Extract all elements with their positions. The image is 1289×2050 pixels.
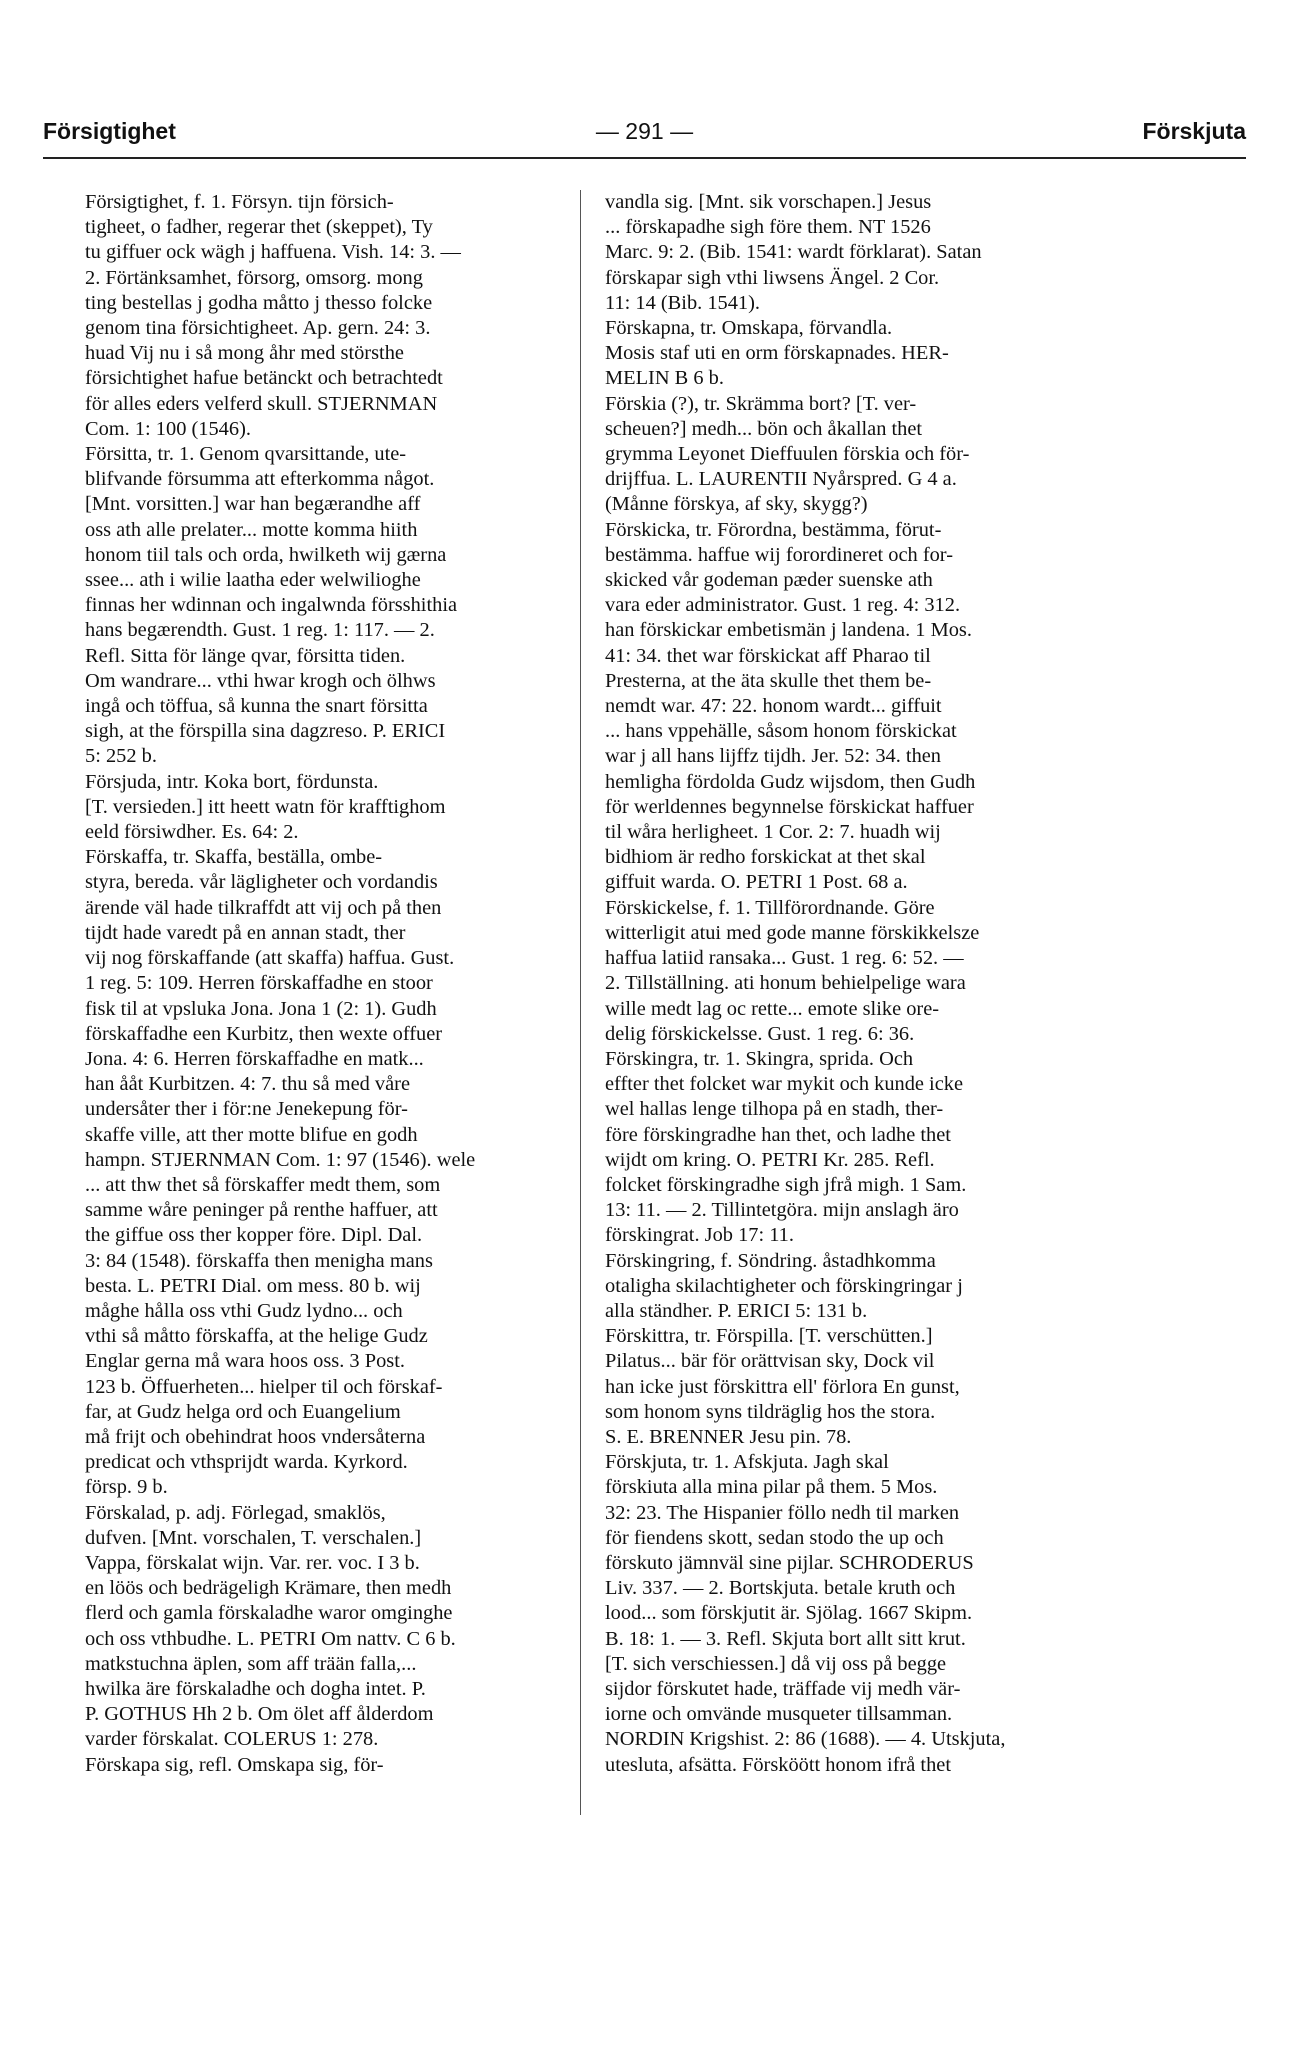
text-line: förskiuta alla mina pilar på them. 5 Mos.: [605, 1476, 938, 1499]
text-line: styra, bereda. vår lägligheter och vordandis: [85, 871, 438, 894]
text-line: han förskickar embetismän j landena. 1 Mos.: [605, 619, 972, 642]
text-line: försichtighet hafue betänckt och betrachtedt: [85, 367, 443, 390]
text-line: ingå och töffua, så kunna the snart försitta: [85, 695, 428, 718]
text-line: skaffe ville, att ther motte blifue en godh: [85, 1123, 418, 1146]
text-line: bestämma. haffue wij forordineret och for-: [605, 543, 953, 566]
text-line: Om wandrare... vthi hwar krogh och ölhws: [85, 669, 436, 692]
text-line: för fiendens skott, sedan stodo the up och: [605, 1526, 944, 1549]
text-line: finnas her wdinnan och ingalwnda försshithia: [85, 594, 458, 617]
text-line: honom tiil tals och orda, hwilketh wij gærna: [85, 543, 447, 566]
text-line: Försitta, tr. 1. Genom qvarsittande, ute-: [85, 443, 407, 466]
text-line: varder förskalat. COLERUS 1: 278.: [85, 1728, 379, 1751]
text-line: Förskickelse, f. 1. Tillförordnande. Göre: [605, 896, 935, 919]
text-line: förskaffadhe een Kurbitz, then wexte offuer: [85, 1022, 443, 1045]
text-line: tigheet, o fadher, regerar thet (skeppet), Ty: [85, 216, 433, 239]
text-line: hampn. STJERNMAN Com. 1: 97 (1546). wele: [85, 1148, 476, 1171]
text-line: Förskicka, tr. Förordna, bestämma, förut-: [605, 518, 942, 541]
text-line: eeld försiwdher. Es. 64: 2.: [85, 821, 299, 844]
text-line: sigh, at the förspilla sina dagzreso. P. ERICI: [85, 720, 446, 743]
text-line: Englar gerna må wara hoos oss. 3 Post.: [85, 1350, 405, 1373]
text-line: tijdt hade varedt på en annan stadt, ther: [85, 921, 406, 944]
text-line: drijffua. L. LAURENTII Nyårspred. G 4 a.: [605, 468, 957, 491]
text-line: blifvande försumma att efterkomma något.: [85, 468, 435, 491]
text-line: flerd och gamla förskaladhe waror omginghe: [85, 1602, 453, 1625]
text-line: wijdt om kring. O. PETRI Kr. 285. Refl.: [605, 1148, 935, 1171]
text-line: förskapar sigh vthi liwsens Ängel. 2 Cor.: [605, 266, 940, 289]
text-line: han ååt Kurbitzen. 4: 7. thu så med våre: [85, 1073, 411, 1096]
text-line: ssee... ath i wilie laatha eder welwilioghe: [85, 569, 421, 592]
text-line: samme wåre peninger på renthe haffuer, att: [85, 1199, 438, 1222]
text-line: 13: 11. — 2. Tillintetgöra. mijn anslagh äro: [605, 1199, 959, 1222]
text-line: Förskjuta, tr. 1. Afskjuta. Jagh skal: [605, 1451, 889, 1474]
text-line: giffuit warda. O. PETRI 1 Post. 68 a.: [605, 871, 908, 894]
text-line: för alles eders velferd skull. STJERNMAN: [85, 392, 438, 415]
text-line: ... att thw thet så förskaffer medt them, som: [85, 1173, 441, 1196]
text-line: til wåra herligheet. 1 Cor. 2: 7. huadh wij: [605, 821, 941, 844]
text-line: Förskapa sig, refl. Omskapa sig, för-: [85, 1753, 384, 1776]
text-line: wille medt lag oc rette... emote slike ore-: [605, 997, 940, 1020]
text-line: 11: 14 (Bib. 1541).: [605, 291, 761, 314]
text-line: far, at Gudz helga ord och Euangelium: [85, 1400, 401, 1423]
text-line: 2. Förtänksamhet, försorg, omsorg. mong: [85, 266, 423, 289]
text-line: ärende väl hade tilkraffdt att vij och på then: [85, 896, 442, 919]
text-line: vandla sig. [Mnt. sik vorschapen.] Jesus: [605, 191, 932, 213]
text-line: haffua latiid ransaka... Gust. 1 reg. 6: 52. —: [605, 947, 964, 970]
text-line: förskuto jämnväl sine pijlar. SCHRODERUS: [605, 1551, 974, 1574]
text-line: försp. 9 b.: [85, 1476, 168, 1499]
text-line: ... hans vppehälle, såsom honom förskickat: [605, 720, 957, 743]
text-line: Liv. 337. — 2. Bortskjuta. betale kruth och: [605, 1577, 956, 1600]
text-line: Marc. 9: 2. (Bib. 1541: wardt förklarat). Satan: [605, 241, 982, 264]
text-line: må frijt och obehindrat hoos vndersåterna: [85, 1425, 426, 1448]
text-line: nemdt war. 47: 22. honom wardt... giffuit: [605, 695, 942, 718]
text-line: oss ath alle prelater... motte komma hiith: [85, 518, 418, 541]
text-line: Mosis staf uti en orm förskapnades. HER-: [605, 342, 949, 365]
text-line: 2. Tillställning. ati honum behielpelige wara: [605, 972, 966, 995]
text-line: måghe hålla oss vthi Gudz lydno... och: [85, 1299, 403, 1322]
text-line: ting bestellas j godha måtto j thesso folcke: [85, 291, 433, 314]
text-line: hans begærendth. Gust. 1 reg. 1: 117. — 2.: [85, 619, 435, 642]
text-line: iorne och omvände musqueter tillsamman.: [605, 1703, 953, 1726]
text-line: 123 b. Öffuerheten... hielper til och förskaf-: [85, 1375, 443, 1398]
text-line: matkstuchna äplen, som aff trään falla,...: [85, 1652, 417, 1675]
text-line: wel hallas lenge tilhopa på en stadh, ther-: [605, 1098, 944, 1121]
text-line: Förskapna, tr. Omskapa, förvandla.: [605, 317, 893, 340]
text-line: vthi så måtto förskaffa, at the helige Gudz: [85, 1325, 428, 1348]
header-rule: [43, 157, 1246, 159]
text-line: MELIN B 6 b.: [605, 367, 724, 390]
text-line: the giffue oss ther kopper före. Dipl. Dal.: [85, 1224, 423, 1247]
right-column: [605, 190, 1140, 1778]
text-line: S. E. BRENNER Jesu pin. 78.: [605, 1425, 852, 1448]
text-line: Refl. Sitta för länge qvar, försitta tiden.: [85, 644, 406, 667]
text-line: alla ständher. P. ERICI 5: 131 b.: [605, 1299, 868, 1322]
text-line: vij nog förskaffande (att skaffa) haffua. Gust.: [85, 947, 455, 970]
text-line: delig förskickelsse. Gust. 1 reg. 6: 36.: [605, 1022, 915, 1045]
text-line: hwilka äre förskaladhe och dogha intet. P.: [85, 1677, 426, 1700]
text-line: Com. 1: 100 (1546).: [85, 417, 251, 440]
text-line: som honom syns tildräglig hos the stora.: [605, 1400, 936, 1423]
text-line: före förskingradhe han thet, och ladhe thet: [605, 1123, 951, 1146]
text-line: grymma Leyonet Dieffuulen förskia och för-: [605, 443, 970, 466]
text-line: 5: 252 b.: [85, 745, 157, 768]
text-line: Förskia (?), tr. Skrämma bort? [T. ver-: [605, 392, 917, 415]
text-line: Förskalad, p. adj. Förlegad, smaklös,: [85, 1501, 386, 1524]
text-line: (Månne förskya, af sky, skygg?): [605, 493, 868, 516]
text-line: Pilatus... bär för orättvisan sky, Dock vil: [605, 1350, 935, 1373]
text-line: NORDIN Krigshist. 2: 86 (1688). — 4. Utskjuta,: [605, 1728, 1006, 1751]
text-line: war j all hans lijffz tijdh. Jer. 52: 34. then: [605, 745, 942, 768]
text-line: ... förskapadhe sigh före them. NT 1526: [605, 216, 931, 239]
text-line: Förskaffa, tr. Skaffa, beställa, ombe-: [85, 846, 383, 869]
text-line: besta. L. PETRI Dial. om mess. 80 b. wij: [85, 1274, 421, 1297]
text-line: B. 18: 1. — 3. Refl. Skjuta bort allt sitt krut.: [605, 1627, 966, 1650]
text-line: för werldennes begynnelse förskickat haffuer: [605, 795, 974, 818]
text-line: bidhiom är redho forskickat at thet skal: [605, 846, 926, 869]
text-line: 41: 34. thet war förskickat aff Pharao til: [605, 644, 931, 667]
header-first-entry: Försigtighet: [43, 118, 176, 144]
text-line: Vappa, förskalat wijn. Var. rer. voc. I 3 b.: [85, 1551, 420, 1574]
text-line: genom tina försichtigheet. Ap. gern. 24: 3.: [85, 317, 431, 340]
text-line: 1 reg. 5: 109. Herren förskaffadhe en stoor: [85, 972, 433, 995]
text-line: effter thet folcket war mykit och kunde icke: [605, 1073, 964, 1096]
text-line: skicked vår godeman pæder suenske ath: [605, 569, 933, 592]
text-line: fisk til at vpsluka Jona. Jona 1 (2: 1). Gudh: [85, 997, 437, 1020]
text-line: [T. versieden.] itt heett watn för krafftighom: [85, 795, 446, 818]
text-line: [T. sich verschiessen.] då vij oss på begge: [605, 1652, 947, 1675]
header-last-entry: Förskjuta: [1142, 118, 1246, 144]
text-line: Förskittra, tr. Förspilla. [T. verschütten.]: [605, 1325, 933, 1348]
text-line: Förskingring, f. Söndring. åstadhkomma: [605, 1249, 936, 1272]
text-line: förskingrat. Job 17: 11.: [605, 1224, 794, 1247]
text-line: Presterna, at the äta skulle thet them be-: [605, 669, 932, 692]
text-line: dufven. [Mnt. vorschalen, T. verschalen.]: [85, 1526, 422, 1549]
text-line: lood... som förskjutit är. Sjölag. 1667 Skipm.: [605, 1602, 973, 1625]
text-line: predicat och vthsprijdt warda. Kyrkord.: [85, 1451, 408, 1474]
text-line: vara eder administrator. Gust. 1 reg. 4: 312.: [605, 594, 961, 617]
text-line: Försjuda, intr. Koka bort, fördunsta.: [85, 770, 379, 793]
text-line: undersåter ther i för:ne Jenekepung för-: [85, 1098, 408, 1121]
text-line: folcket förskingradhe sigh jfrå migh. 1 Sam.: [605, 1173, 967, 1196]
text-line: Jona. 4: 6. Herren förskaffadhe en matk...: [85, 1047, 424, 1070]
text-line: huad Vij nu i så mong åhr med störsthe: [85, 342, 404, 365]
text-line: [Mnt. vorsitten.] war han begærandhe aff: [85, 493, 421, 516]
text-line: han icke just förskittra ell' förlora En gunst,: [605, 1375, 960, 1398]
text-line: P. GOTHUS Hh 2 b. Om ölet aff ålderdom: [85, 1703, 434, 1726]
text-line: witterligit atui med gode manne förskikkelsze: [605, 921, 980, 944]
text-line: Försigtighet, f. 1. Försyn. tijn försich-: [85, 191, 394, 213]
text-line: 3: 84 (1548). förskaffa then menigha mans: [85, 1249, 433, 1272]
text-line: hemligha fördolda Gudz wijsdom, then Gudh: [605, 770, 976, 793]
text-line: scheuen?] medh... bön och åkallan thet: [605, 417, 923, 440]
text-line: tu giffuer ock wägh j haffuena. Vish. 14: 3. —: [85, 241, 461, 264]
text-line: utesluta, afsätta. Försköött honom ifrå thet: [605, 1753, 952, 1776]
text-line: otaligha skilachtigheter och förskingringar j: [605, 1274, 963, 1297]
text-line: Förskingra, tr. 1. Skingra, sprida. Och: [605, 1047, 914, 1070]
column-divider: [580, 190, 581, 1815]
page-number: — 291 —: [595, 118, 694, 144]
text-line: en löös och bedrägeligh Krämare, then medh: [85, 1577, 452, 1600]
text-line: sijdor förskutet hade, träffade vij medh vär-: [605, 1677, 961, 1700]
left-column: [85, 190, 617, 1778]
page-header: [43, 118, 1246, 158]
text-line: 32: 23. The Hispanier föllo nedh til marken: [605, 1501, 960, 1524]
text-line: och oss vthbudhe. L. PETRI Om nattv. C 6 b.: [85, 1627, 456, 1650]
